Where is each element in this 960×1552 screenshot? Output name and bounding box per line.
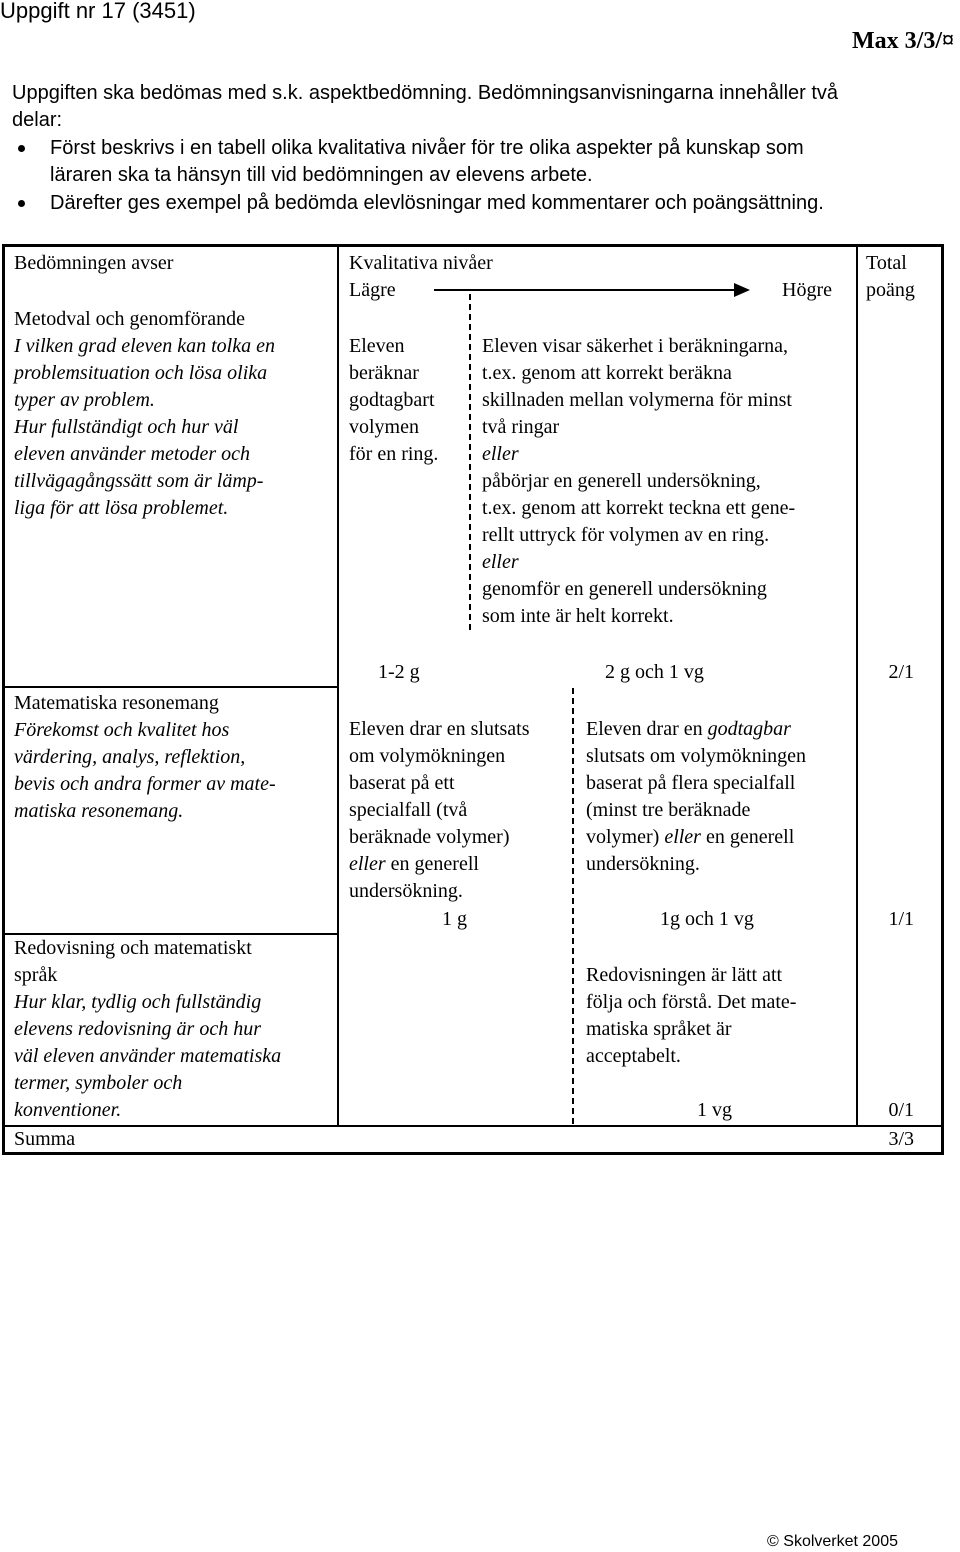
level-line: skillnaden mellan volymerna för minst <box>482 389 792 411</box>
level-line: volymen <box>349 416 419 438</box>
level-line: beräknar <box>349 362 419 384</box>
level-line: följa och förstå. Det mate- <box>586 991 797 1013</box>
intro-text <box>12 80 838 134</box>
sum-total: 3/3 <box>888 1128 914 1150</box>
row-presentation <box>14 935 281 1124</box>
bullet-item <box>50 135 804 189</box>
level-line: acceptabelt. <box>586 1045 681 1067</box>
header-total-line: poäng <box>866 279 915 301</box>
method-score-low: 1-2 g <box>378 661 420 683</box>
reasoning-score-low: 1 g <box>442 908 467 930</box>
row-desc-line: tillvägagångssätt som är lämp- <box>14 470 264 492</box>
level-line: baserat på ett <box>349 772 455 794</box>
task-title: Uppgift nr 17 (3451) <box>0 0 196 23</box>
level-line: två ringar <box>482 416 560 438</box>
level-line: eller en generell <box>349 853 479 875</box>
level-line: t.ex. genom att korrekt beräkna <box>482 362 732 384</box>
bullet-icon <box>18 145 25 152</box>
row-desc-line: Hur klar, tydlig och fullständig <box>14 991 262 1013</box>
row-divider <box>4 686 338 688</box>
level-divider <box>572 688 574 1124</box>
header-assessment: Bedömningen avser <box>14 252 174 274</box>
level-line: om volymökningen <box>349 745 506 767</box>
row-reasoning <box>14 690 276 825</box>
level-line: Eleven drar en slutsats <box>349 718 530 740</box>
row-title: Matematiska resonemang <box>14 692 219 714</box>
arrow-right-icon <box>434 280 752 300</box>
row-desc-line: väl eleven använder matematiska <box>14 1045 282 1067</box>
row-desc-line: Förekomst och kvalitet hos <box>14 719 230 741</box>
reasoning-level-low <box>349 716 530 905</box>
max-score: Max 3/3/¤ <box>852 28 954 54</box>
level-line: som inte är helt korrekt. <box>482 605 674 627</box>
row-desc-line: Hur fullständigt och hur väl <box>14 416 239 438</box>
bullet-item <box>50 190 824 217</box>
level-line: Eleven <box>349 335 405 357</box>
level-line: Eleven drar en godtagbar <box>586 718 791 740</box>
row-desc-line: eleven använder metoder och <box>14 443 251 465</box>
row-desc-line: matiska resonemang. <box>14 800 184 822</box>
reasoning-score-high: 1g och 1 vg <box>660 908 754 930</box>
level-line: beräknade volymer) <box>349 826 510 848</box>
column-divider <box>856 246 858 1126</box>
row-desc-line: liga för att lösa problemet. <box>14 497 229 519</box>
method-total: 2/1 <box>888 661 914 683</box>
header-total-line: Total <box>866 252 907 274</box>
intro-line: Uppgiften ska bedömas med s.k. aspektbedömning. Bedömningsanvisningarna innehåller två <box>12 82 839 104</box>
bullet-icon <box>18 200 25 207</box>
bullet-line: läraren ska ta hänsyn till vid bedömningen av elevens arbete. <box>50 164 593 186</box>
level-line: godtagbart <box>349 389 435 411</box>
bullet-line: Därefter ges exempel på bedömda elevlösningar med kommentarer och poängsättning. <box>50 192 824 214</box>
row-desc-line: typer av problem. <box>14 389 155 411</box>
sum-divider <box>4 1125 942 1127</box>
intro-line: delar: <box>12 109 63 131</box>
level-line: specialfall (två <box>349 799 468 821</box>
label-lower: Lägre <box>349 279 396 301</box>
sum-label: Summa <box>14 1128 76 1150</box>
level-line: Redovisningen är lätt att <box>586 964 783 986</box>
presentation-level-high <box>586 962 796 1070</box>
row-title: Redovisning och matematiskt <box>14 937 252 959</box>
presentation-total: 0/1 <box>888 1099 914 1121</box>
level-line: för en ring. <box>349 443 439 465</box>
row-desc-line: I vilken grad eleven kan tolka en <box>14 335 275 357</box>
row-desc-line: termer, symboler och <box>14 1072 183 1094</box>
row-desc-line: konventioner. <box>14 1099 122 1121</box>
level-line: matiska språket är <box>586 1018 732 1040</box>
label-higher: Högre <box>782 279 832 301</box>
row-desc-line: elevens redovisning är och hur <box>14 1018 261 1040</box>
header-levels: Kvalitativa nivåer <box>349 252 493 274</box>
row-title: språk <box>14 964 58 986</box>
level-line: Eleven visar säkerhet i beräkningarna, <box>482 335 788 357</box>
level-line: t.ex. genom att korrekt teckna ett gene- <box>482 497 796 519</box>
level-line: eller <box>482 443 519 465</box>
level-line: baserat på flera specialfall <box>586 772 796 794</box>
header-total <box>866 250 915 304</box>
row-title: Metodval och genomförande <box>14 308 246 330</box>
reasoning-total: 1/1 <box>888 908 914 930</box>
presentation-score-high: 1 vg <box>697 1099 732 1121</box>
level-line: volymer) eller en generell <box>586 826 795 848</box>
method-level-low <box>349 333 438 468</box>
method-level-high <box>482 333 795 630</box>
level-line: rellt uttryck för volymen av en ring. <box>482 524 770 546</box>
level-line: eller <box>482 551 519 573</box>
level-line: genomför en generell undersökning <box>482 578 767 600</box>
row-desc-line: värdering, analys, reflektion, <box>14 746 246 768</box>
level-line: slutsats om volymökningen <box>586 745 806 767</box>
copyright: © Skolverket 2005 <box>767 1533 898 1550</box>
level-line: påbörjar en generell undersökning, <box>482 470 761 492</box>
level-line: undersökning. <box>349 880 463 902</box>
level-line: undersökning. <box>586 853 700 875</box>
method-score-high: 2 g och 1 vg <box>605 661 704 683</box>
reasoning-level-high <box>586 716 806 878</box>
row-desc-line: bevis och andra former av mate- <box>14 773 276 795</box>
bullet-line: Först beskrivs i en tabell olika kvalitativa nivåer för tre olika aspekter på kunskap som <box>50 137 804 159</box>
row-method <box>14 306 275 522</box>
level-line: (minst tre beräknade <box>586 799 751 821</box>
row-desc-line: problemsituation och lösa olika <box>14 362 268 384</box>
level-divider <box>469 294 471 630</box>
